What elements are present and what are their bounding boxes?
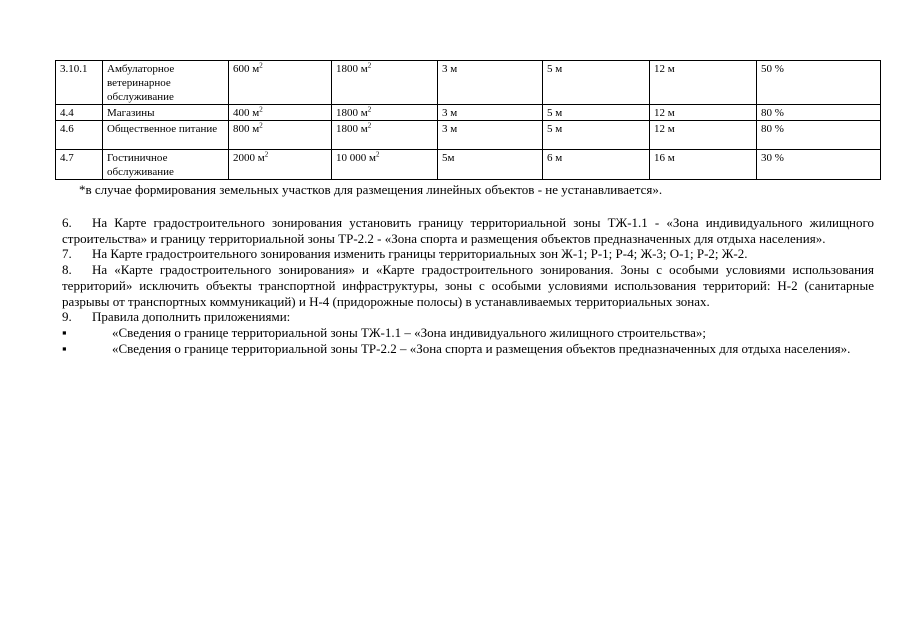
table-row [56, 61, 881, 105]
paragraph-item-7 [62, 246, 874, 262]
paragraph-item-6 [62, 215, 874, 246]
item-text: На Карте градостроительного зонирования изменить границы территориальных зон Ж-1; Р-1; Р-4; Ж-3; О-1; Р-2; Ж-2. [92, 246, 748, 262]
cell-value: 3 м [438, 105, 543, 121]
bullet-item [62, 325, 874, 341]
cell-value: 16 м [650, 150, 757, 180]
cell-min-area: 800 $м^2$ [229, 121, 332, 150]
cell-value: 3 м [438, 61, 543, 105]
cell-percent: 80 % [757, 105, 881, 121]
table-row [56, 105, 881, 121]
square-bullet-icon: ▪ [62, 324, 67, 340]
bullet-text: «Сведения о границе территориальной зоны ТЖ-1.1 – «Зона индивидуального жилищного строительства»; [112, 324, 706, 340]
cell-value: 3 м [438, 121, 543, 150]
cell-percent: 80 % [757, 121, 881, 150]
cell-percent: 50 % [757, 61, 881, 105]
table-footnote: *в случае формирования земельных участков для размещения линейных объектов - не устанавливается». [79, 182, 663, 197]
cell-value: 5 м [543, 61, 650, 105]
table-row [56, 121, 881, 150]
cell-code: 4.6 [56, 121, 103, 150]
cell-code: 4.7 [56, 150, 103, 180]
paragraph-item-9 [62, 309, 874, 325]
cell-min-area: 400 $м^2$ [229, 105, 332, 121]
bullet-item [62, 341, 874, 357]
cell-name: Гостиничное обслуживание [103, 150, 229, 180]
cell-value: 6 м [543, 150, 650, 180]
cell-min-area: 600 $м^2$ [229, 61, 332, 105]
cell-value: 12 м [650, 105, 757, 121]
item-number: 7. [62, 246, 72, 262]
cell-max-area: 10 000 $м^2$ [332, 150, 438, 180]
cell-value: 5 м [543, 105, 650, 121]
item-text: На Карте градостроительного зонирования установить границу территориальной зоны ТЖ-1.1 - «Зона индивидуального жилищного строительства» и границу территориальной зоны ТР-2.2 - «Зона спорта и размещения объектов предназначенных для отдыха населения». [62, 215, 874, 246]
bullet-text: «Сведения о границе территориальной зоны ТР-2.2 – «Зона спорта и размещения объектов предназначенных для отдыха населения». [112, 340, 851, 356]
item-number: 9. [62, 309, 72, 325]
cell-max-area: 1800 $м^2$ [332, 105, 438, 121]
cell-code: 3.10.1 [56, 61, 103, 105]
zones-table [55, 60, 881, 180]
table-row [56, 150, 881, 180]
item-number: 6. [62, 215, 72, 230]
cell-max-area: 1800 $м^2$ [332, 121, 438, 150]
cell-percent: 30 % [757, 150, 881, 180]
cell-name: Амбулаторное ветеринарное обслуживание [103, 61, 229, 105]
item-text: Правила дополнить приложениями: [92, 309, 291, 325]
cell-value: 5м [438, 150, 543, 180]
cell-name: Магазины [103, 105, 229, 121]
paragraph-item-8 [62, 262, 874, 309]
square-bullet-icon: ▪ [62, 340, 67, 356]
cell-value: 12 м [650, 61, 757, 105]
cell-max-area: 1800 $м^2$ [332, 61, 438, 105]
document-body [62, 215, 874, 356]
cell-value: 5 м [543, 121, 650, 150]
cell-code: 4.4 [56, 105, 103, 121]
cell-value: 12 м [650, 121, 757, 150]
item-number: 8. [62, 262, 72, 278]
cell-name: Общественное питание [103, 121, 229, 150]
item-text: На «Карте градостроительного зонирования» и «Карте градостроительного зонирования. Зоны с особыми условиями использования территорий» исключить объекты транспортной инфраструктуры, зоны с особыми условиями использования территорий: Н-2 (санитарные разрывы от транспортных коммуникаций) и Н-4 (придорожные полосы) в устанавливаемых территориальных зонах. [62, 262, 874, 309]
cell-min-area: 2000 $м^2$ [229, 150, 332, 180]
